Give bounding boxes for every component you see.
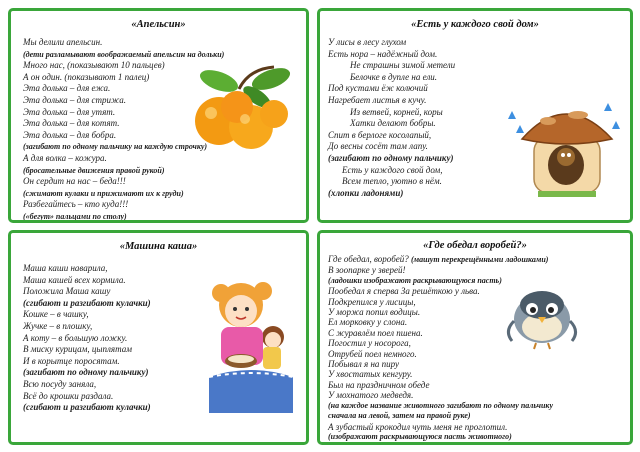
poem-line: Пообедал я сперва За решёткою у льва. — [328, 286, 480, 297]
poem-line: (изображают раскрывающуюся пасть животного) — [328, 431, 512, 441]
card-title: «Апельсин» — [131, 19, 186, 30]
card-title: «Есть у каждого свой дом» — [411, 19, 539, 30]
poem-line: Где обедал, воробей? (машут перекрещёнными ладошками) — [328, 254, 549, 264]
poem-line: Эта долька – для ежа. — [23, 83, 111, 94]
card-orange — [8, 8, 309, 223]
poem-line: Есть нора – надёжный дом. — [328, 48, 438, 59]
sparrow-illustration — [502, 281, 582, 351]
poem-line: Кошке – в чашку, — [23, 309, 89, 320]
poem-line: (дети разламывают воображаемый апельсин на дольки) — [23, 49, 225, 59]
card-masha — [8, 230, 309, 445]
poem-line: Не страшны зимой метели — [350, 60, 456, 71]
poem-line: Разбегайтесь – кто куда!!! — [23, 199, 129, 210]
poem-line: У хвостатых кенгуру. — [328, 369, 413, 380]
poem-line: Есть у каждого свой дом, — [342, 164, 443, 175]
poem-line: (сгибают и разгибают кулачки) — [23, 297, 151, 308]
poem-line: В миску курицам, цыплятам — [23, 344, 132, 355]
poem-line: А коту – в большую ложку. — [23, 332, 128, 343]
poem-line: сначала на левой, затем на правой руке) — [328, 411, 471, 421]
poem-line: Хатки делают бобры. — [350, 118, 436, 129]
poem-line: Маша кашей всех кормила. — [23, 274, 126, 285]
orange-illustration — [179, 59, 299, 159]
poem-line: Всю посуду заняла, — [23, 378, 97, 389]
poem-line: Эта долька – для котят. — [23, 118, 120, 129]
poem-line: Положила Маша кашу — [23, 286, 111, 297]
poem-line: (на каждое название животного загибают по одному пальчику — [328, 400, 553, 410]
poem-line: Ел морковку у слона. — [328, 317, 408, 328]
poem-line: («бегут» пальцами по столу) — [23, 211, 127, 221]
poem-line: У лисы в лесу глухом — [328, 37, 407, 47]
poem-line: Был на праздничном обеде — [328, 379, 430, 390]
poem-line: С журавлём поел пшена. — [328, 327, 423, 338]
girl-illustration — [201, 275, 301, 420]
poem-line: (бросательные движения правой рукой) — [23, 165, 165, 175]
poem-line: Спит в берлоге косолапый, — [328, 129, 432, 140]
poem-line: Всем тепло, уютно в нём. — [342, 176, 442, 187]
card-title: «Где обедал воробей?» — [423, 240, 527, 251]
poem-line: Из ветвей, корней, коры — [350, 106, 443, 117]
poem-line: (загибают по одному пальчику) — [23, 367, 149, 378]
poem-line: Эта долька – для стрижа. — [23, 94, 126, 105]
poem-line: (загибают по одному пальчику) — [328, 152, 454, 163]
poem-line: (сгибают и разгибают кулачки) — [23, 402, 151, 413]
poem-line: А он один. (показывают 1 палец) — [23, 71, 150, 82]
poem-line: Нагребает листья в кучу. — [328, 94, 427, 105]
poem-line: И в корытце поросятам. — [23, 355, 120, 366]
poem-line: Погостил у носорога, — [328, 338, 411, 349]
poem-line: (хлопки ладонями) — [328, 187, 404, 198]
poem-line: Эта долька – для утят. — [23, 106, 116, 117]
poem-line: Побывал я на пиру — [328, 359, 400, 370]
poem-line: (сжимают кулаки и прижимают их к груди) — [23, 188, 184, 198]
poem-line: У моржа попил водицы. — [328, 307, 421, 318]
poem-line: Он сердит на нас – беда!!! — [23, 176, 126, 187]
poem-line: (загибают по одному пальчику на каждую строчку) — [23, 142, 208, 152]
poem-line: А зубастый крокодил чуть меня не проглотил. — [328, 421, 508, 432]
poem-text — [23, 263, 151, 414]
poem-line: В зоопарке у зверей! — [328, 265, 406, 276]
poem-line: Всё до крошки раздала. — [23, 390, 114, 401]
poem-line: Эта долька – для бобра. — [23, 129, 117, 140]
poem-text — [328, 37, 455, 199]
poem-line: Подкрепился у лисицы, — [328, 296, 416, 307]
poem-line: У мохнатого медведя. — [328, 390, 414, 401]
poem-line: Белочке в дупле на ели. — [350, 71, 438, 82]
poem-line: А для волка – кожура. — [23, 152, 107, 163]
poem-line: Под кустами ёж колючий — [328, 83, 428, 94]
poem-line: Мы делили апельсин. — [23, 37, 103, 47]
poem-line: Жучке – в плошку, — [23, 320, 93, 331]
poem-line: (ладошки изображают раскрывающуюся пасть) — [328, 275, 502, 285]
mushroom-house-illustration — [508, 93, 626, 203]
card-home — [317, 8, 633, 223]
poem-line: Отрубей поел немного. — [328, 348, 417, 359]
poem-line: Маша каши наварила, — [23, 263, 108, 273]
poem-line: До весны сосёт там лапу. — [328, 141, 428, 152]
poem-line: Много нас, (показывают 10 пальцев) — [23, 60, 165, 71]
card-title: «Машина каша» — [119, 241, 198, 252]
card-sparrow — [317, 230, 633, 445]
